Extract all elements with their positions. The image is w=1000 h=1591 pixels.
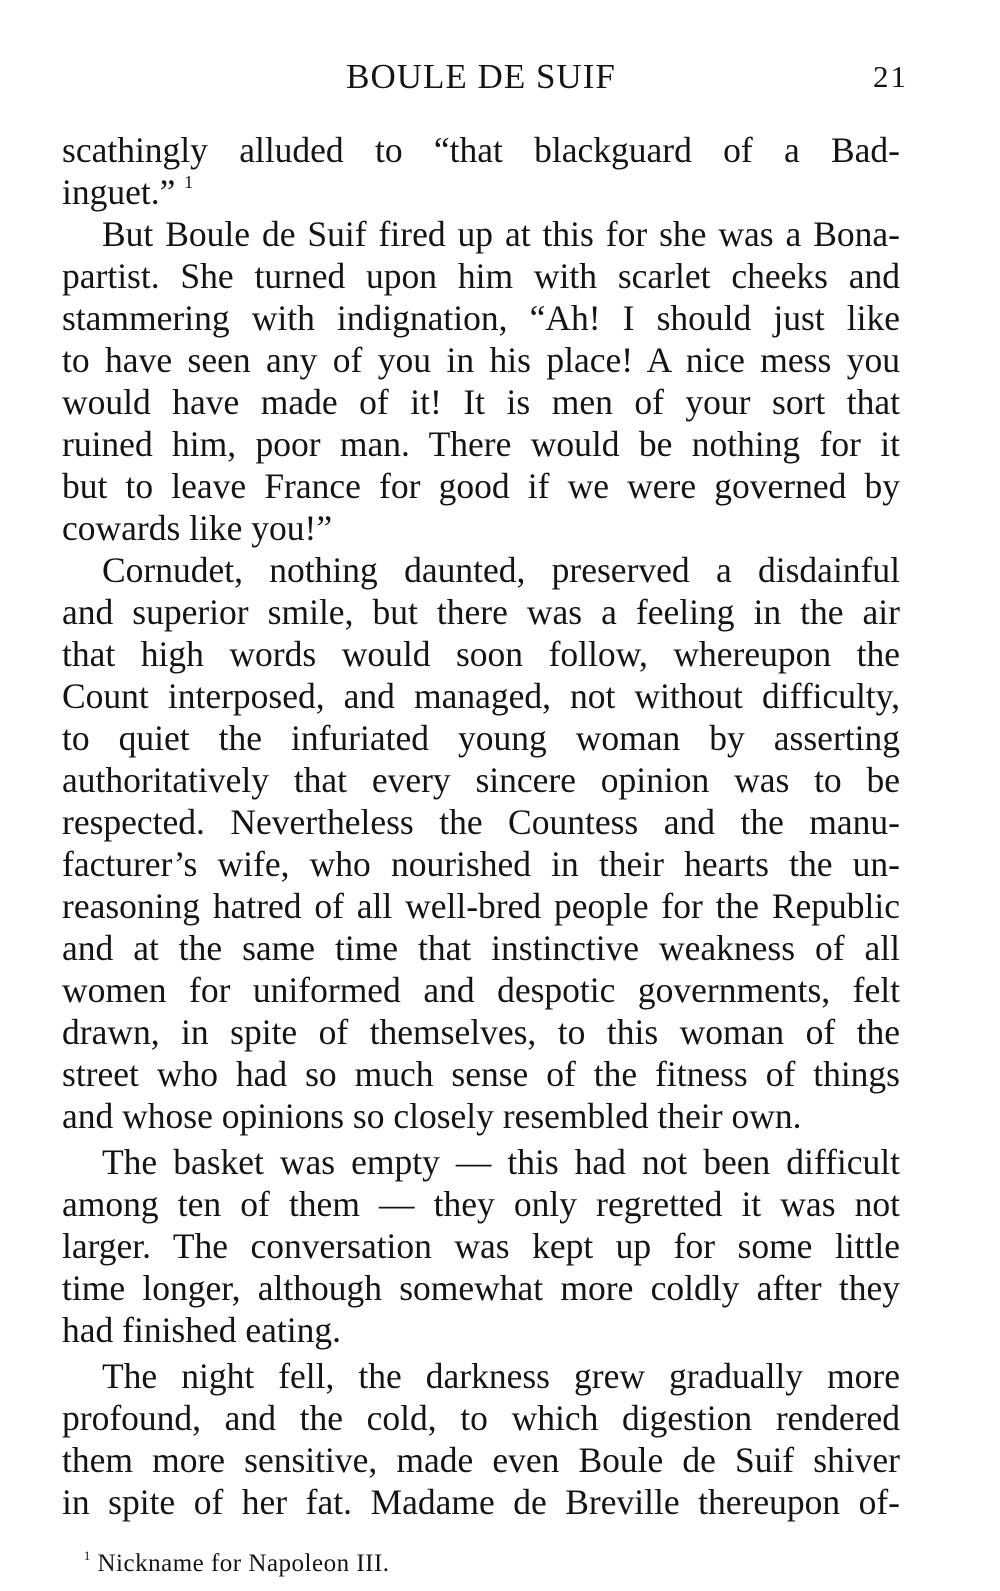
text-line: them more sensitive, made even Boule de Suif shiver	[62, 1440, 900, 1480]
text-line: in spite of her fat. Madame de Breville thereupon of-	[62, 1482, 900, 1522]
footnote-number: 1	[84, 1548, 91, 1563]
text-line	[62, 171, 900, 213]
text-line: women for uniformed and despotic governments, felt	[62, 970, 900, 1010]
text-line: But Boule de Suif fired up at this for she was a Bona-	[102, 214, 900, 254]
text-line: street who had so much sense of the fitness of things	[62, 1054, 900, 1094]
text-line: and at the same time that instinctive weakness of all	[62, 928, 900, 968]
paragraph	[62, 1355, 900, 1523]
text-line: authoritatively that every sincere opinion was to be	[62, 760, 900, 800]
text-line: and whose opinions so closely resembled their own.	[62, 1096, 802, 1136]
footnote-text: Nickname for Napoleon III.	[97, 1550, 390, 1577]
text-line: profound, and the cold, to which digestion rendered	[62, 1398, 900, 1438]
running-title: BOULE DE SUIF	[346, 57, 616, 96]
text-line: The basket was empty — this had not been difficult	[102, 1142, 900, 1182]
paragraph	[62, 1141, 900, 1351]
text-line: time longer, although somewhat more coldly after they	[62, 1268, 900, 1308]
text-line-content: inguet.”	[62, 172, 176, 212]
text-line: The night fell, the darkness grew gradually more	[102, 1356, 900, 1396]
page-header	[0, 52, 1000, 102]
text-line: ruined him, poor man. There would be nothing for it	[62, 424, 900, 464]
text-line: cowards like you!”	[62, 508, 333, 548]
text-line: among ten of them — they only regretted it was not	[62, 1184, 900, 1224]
paragraph	[62, 549, 900, 1137]
text-line: had finished eating.	[62, 1310, 341, 1350]
page-number: 21	[873, 59, 908, 94]
text-line: and superior smile, but there was a feeling in the air	[62, 592, 900, 632]
text-line: to quiet the infuriated young woman by asserting	[62, 718, 900, 758]
text-line: scathingly alluded to “that blackguard of a Bad-	[62, 130, 900, 170]
text-line: reasoning hatred of all well-bred people for the Republic	[62, 886, 900, 926]
paragraph	[62, 213, 900, 549]
text-line: larger. The conversation was kept up for some little	[62, 1226, 900, 1266]
footnote	[84, 1549, 390, 1579]
text-line: stammering with indignation, “Ah! I should just like	[62, 298, 900, 338]
paragraph	[62, 129, 900, 213]
text-line: that high words would soon follow, whereupon the	[62, 634, 900, 674]
text-line: respected. Nevertheless the Countess and the manu-	[62, 802, 900, 842]
text-line: drawn, in spite of themselves, to this woman of the	[62, 1012, 900, 1052]
text-line: facturer’s wife, who nourished in their hearts the un-	[62, 844, 900, 884]
text-line: to have seen any of you in his place! A nice mess you	[62, 340, 900, 380]
text-line: Cornudet, nothing daunted, preserved a disdainful	[102, 550, 900, 590]
text-line: partist. She turned upon him with scarlet cheeks and	[62, 256, 900, 296]
text-line: would have made of it! It is men of your sort that	[62, 382, 900, 422]
footnote-marker: 1	[184, 172, 194, 193]
text-line: but to leave France for good if we were governed by	[62, 466, 900, 506]
text-line: Count interposed, and managed, not without difficulty,	[62, 676, 900, 716]
body-text	[62, 129, 900, 1523]
